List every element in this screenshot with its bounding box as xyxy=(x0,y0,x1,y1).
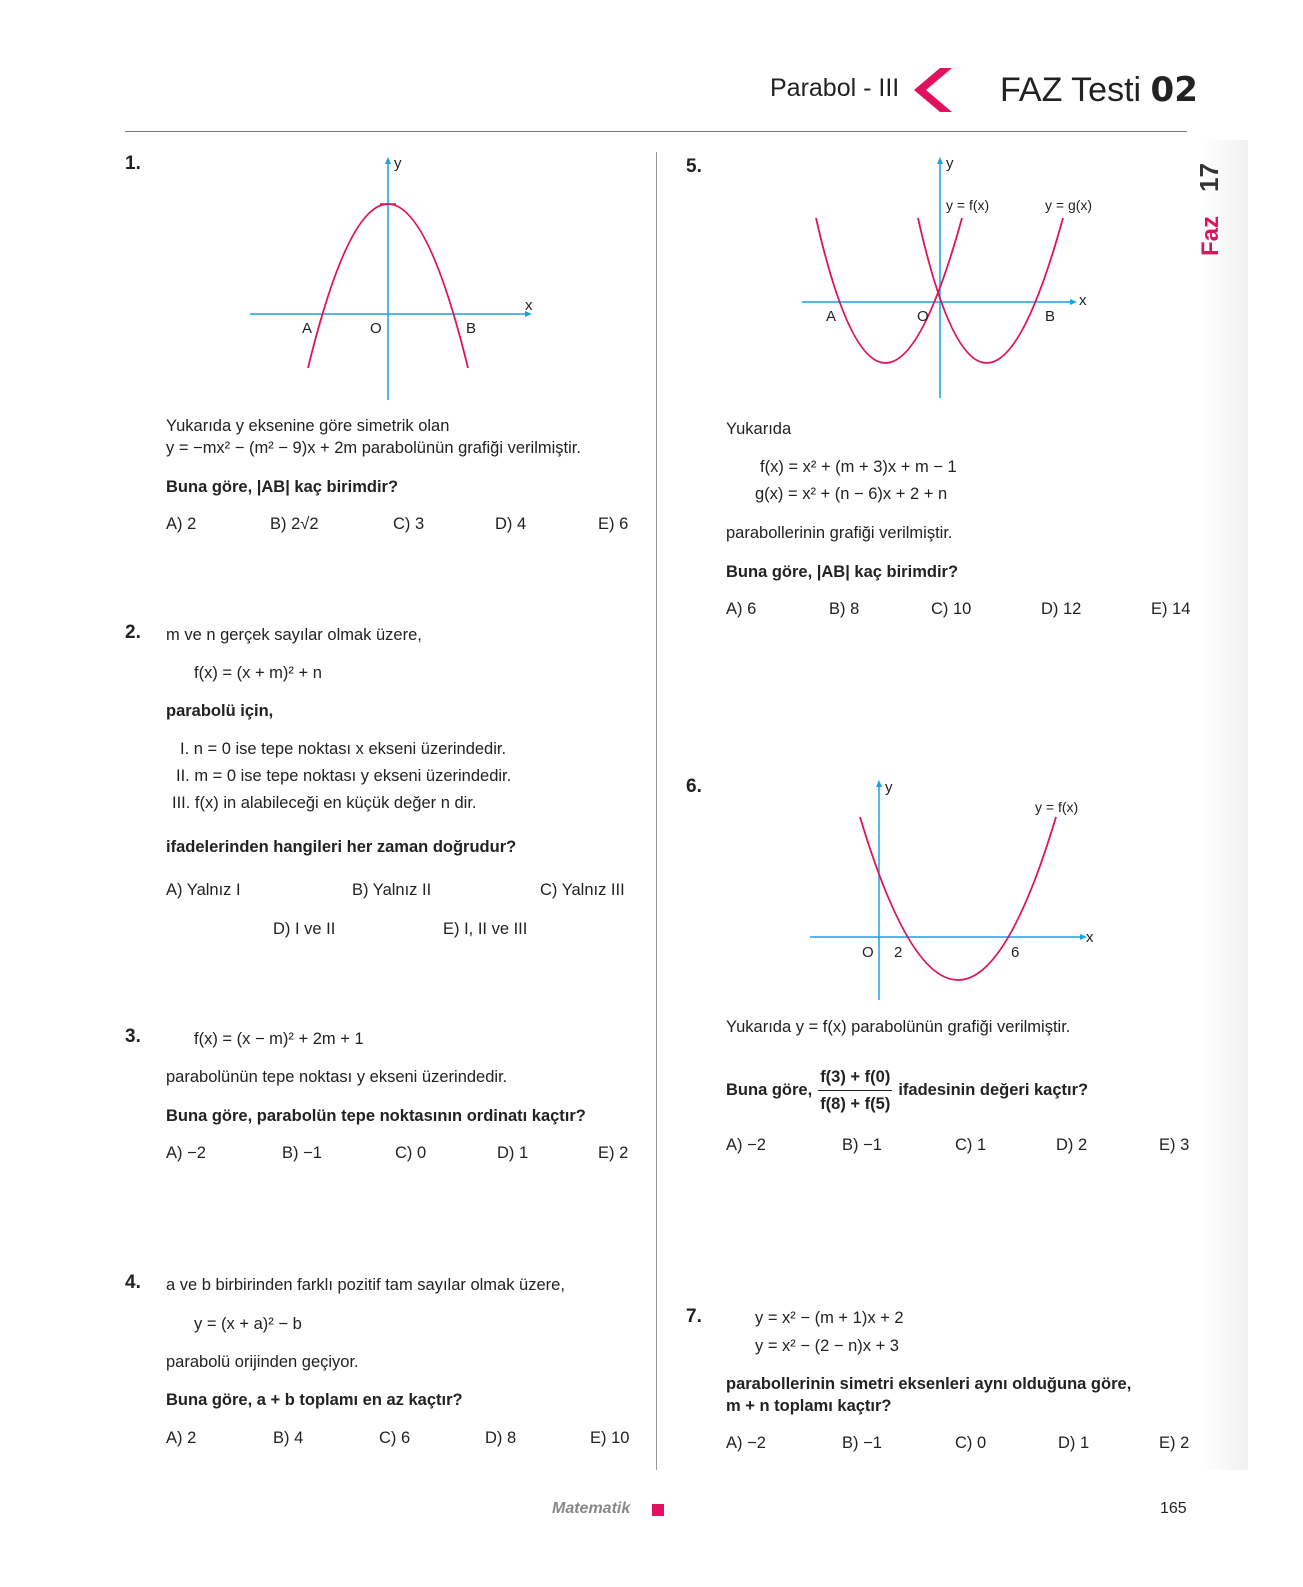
q6-option-e[interactable]: E) 3 xyxy=(1159,1136,1190,1154)
q3-line1: parabolünün tepe noktası y ekseni üzerindedir. xyxy=(166,1068,508,1086)
test-number: 02 xyxy=(1150,70,1198,110)
q4-option-b[interactable]: B) 4 xyxy=(273,1429,304,1447)
q6-question xyxy=(726,1066,1088,1115)
q6-origin: O xyxy=(862,944,874,961)
q1-point-b: B xyxy=(466,320,477,337)
q3-number: 3. xyxy=(125,1026,141,1047)
q5-y-label: y xyxy=(946,155,954,172)
q7-formula2: y = x² − (2 − n)x + 3 xyxy=(755,1337,899,1355)
q6-line1: Yukarıda y = f(x) parabolünün grafiği verilmiştir. xyxy=(726,1018,1071,1036)
q6-f-label: y = f(x) xyxy=(1035,799,1079,815)
chevron-shape xyxy=(914,68,952,112)
header-rule xyxy=(125,131,1187,132)
q6-fraction xyxy=(818,1066,892,1115)
q6-y-arrow xyxy=(876,780,882,787)
q7-option-a[interactable]: A) −2 xyxy=(726,1434,766,1452)
q7-option-b[interactable]: B) −1 xyxy=(842,1434,882,1452)
q1-graph xyxy=(240,152,540,402)
q1-line2: y = −mx² − (m² − 9)x + 2m parabolünün grafiği verilmiştir. xyxy=(166,439,581,457)
page-number: 165 xyxy=(1160,1500,1187,1517)
q5-option-a[interactable]: A) 6 xyxy=(726,600,757,618)
q5-formula-f: f(x) = x² + (m + 3)x + m − 1 xyxy=(760,458,957,476)
q1-option-c[interactable]: C) 3 xyxy=(393,515,425,533)
q2-option-c[interactable]: C) Yalnız III xyxy=(540,881,625,899)
q2-option-a[interactable]: A) Yalnız I xyxy=(166,881,241,899)
side-tab-number: 17 xyxy=(1194,163,1224,192)
q7-question1: parabollerinin simetri eksenleri aynı olduğuna göre, xyxy=(726,1375,1132,1393)
q4-option-c[interactable]: C) 6 xyxy=(379,1429,411,1447)
q2-option-b[interactable]: B) Yalnız II xyxy=(352,881,432,899)
q5-f-label: y = f(x) xyxy=(946,197,990,213)
q3-option-d[interactable]: D) 1 xyxy=(497,1144,529,1162)
q2-item-2: II. m = 0 ise tepe noktası y ekseni üzerindedir. xyxy=(176,767,512,785)
q7-number: 7. xyxy=(686,1306,702,1327)
q4-option-a[interactable]: A) 2 xyxy=(166,1429,197,1447)
side-tab-label: Faz xyxy=(1197,215,1224,256)
q5-question: Buna göre, |AB| kaç birimdir? xyxy=(726,563,959,581)
q4-number: 4. xyxy=(125,1272,141,1293)
q5-formula-g: g(x) = x² + (n − 6)x + 2 + n xyxy=(755,485,948,503)
q4-formula: y = (x + a)² − b xyxy=(194,1315,302,1333)
q2-item-1: I. n = 0 ise tepe noktası x ekseni üzerindedir. xyxy=(180,740,507,758)
side-band xyxy=(1200,140,1248,1470)
q5-g-label: y = g(x) xyxy=(1045,197,1093,213)
q1-question: Buna göre, |AB| kaç birimdir? xyxy=(166,478,399,496)
q6-parabola xyxy=(860,817,1056,980)
q7-formula1: y = x² − (m + 1)x + 2 xyxy=(755,1309,904,1327)
q1-line1: Yukarıda y eksenine göre simetrik olan xyxy=(166,417,450,435)
q6-y-label: y xyxy=(885,779,893,796)
footer-square-icon xyxy=(652,1504,664,1516)
q6-option-c[interactable]: C) 1 xyxy=(955,1136,987,1154)
q4-intro: a ve b birbirinden farklı pozitif tam sayılar olmak üzere, xyxy=(166,1276,565,1294)
q3-option-c[interactable]: C) 0 xyxy=(395,1144,427,1162)
q5-y-arrow xyxy=(937,157,943,164)
q7-option-c[interactable]: C) 0 xyxy=(955,1434,987,1452)
test-title xyxy=(1000,70,1198,110)
q5-point-b: B xyxy=(1045,308,1056,325)
q6-tick-2: 2 xyxy=(894,944,903,961)
q5-option-c[interactable]: C) 10 xyxy=(931,600,972,618)
q5-option-d[interactable]: D) 12 xyxy=(1041,600,1082,618)
footer-subject: Matematik xyxy=(552,1500,631,1517)
q5-x-arrow xyxy=(1070,299,1077,305)
chevron-left-icon xyxy=(904,66,952,114)
q1-number: 1. xyxy=(125,153,141,174)
q6-option-a[interactable]: A) −2 xyxy=(726,1136,766,1154)
q1-option-a[interactable]: A) 2 xyxy=(166,515,197,533)
q3-option-e[interactable]: E) 2 xyxy=(598,1144,629,1162)
q6-denominator: f(8) + f(5) xyxy=(820,1095,891,1113)
q3-formula: f(x) = (x − m)² + 2m + 1 xyxy=(194,1030,364,1048)
q6-numerator: f(3) + f(0) xyxy=(818,1066,892,1091)
q5-x-label: x xyxy=(1079,292,1087,309)
q2-intro: m ve n gerçek sayılar olmak üzere, xyxy=(166,626,422,644)
q5-option-e[interactable]: E) 14 xyxy=(1151,600,1191,618)
q1-option-b[interactable]: B) 2√2 xyxy=(270,515,319,533)
q6-option-b[interactable]: B) −1 xyxy=(842,1136,882,1154)
column-divider xyxy=(656,152,657,1470)
q2-option-d[interactable]: D) I ve II xyxy=(273,920,336,938)
q7-option-e[interactable]: E) 2 xyxy=(1159,1434,1190,1452)
q2-formula: f(x) = (x + m)² + n xyxy=(194,664,322,682)
q2-question: ifadelerinden hangileri her zaman doğrudur? xyxy=(166,838,517,856)
q1-y-arrow xyxy=(385,157,391,164)
side-tab xyxy=(1194,152,1238,262)
q5-line1: parabollerinin grafiği verilmiştir. xyxy=(726,524,953,542)
q2-item-3: III. f(x) in alabileceği en küçük değer n dir. xyxy=(172,794,477,812)
q6-x-label: x xyxy=(1086,929,1094,946)
q2-number: 2. xyxy=(125,622,141,643)
q6-question-suffix: ifadesinin değeri kaçtır? xyxy=(898,1080,1089,1099)
q4-option-d[interactable]: D) 8 xyxy=(485,1429,517,1447)
q2-option-e[interactable]: E) I, II ve III xyxy=(443,920,528,938)
q2-lead: parabolü için, xyxy=(166,702,274,720)
q6-option-d[interactable]: D) 2 xyxy=(1056,1136,1088,1154)
q6-tick-6: 6 xyxy=(1011,944,1020,961)
q5-point-a: A xyxy=(826,308,837,325)
q6-question-prefix: Buna göre, xyxy=(726,1080,813,1099)
q1-origin: O xyxy=(370,320,382,337)
test-prefix: FAZ Testi xyxy=(1000,71,1151,109)
q5-number: 5. xyxy=(686,156,702,177)
q4-line1: parabolü orijinden geçiyor. xyxy=(166,1353,359,1371)
q1-point-a: A xyxy=(302,320,313,337)
q5-graph xyxy=(800,152,1100,402)
q7-option-d[interactable]: D) 1 xyxy=(1058,1434,1090,1452)
q5-origin: O xyxy=(917,308,929,325)
q1-option-e[interactable]: E) 6 xyxy=(598,515,629,533)
q7-question2: m + n toplamı kaçtır? xyxy=(726,1397,892,1415)
q1-y-label: y xyxy=(394,155,402,172)
q3-question: Buna göre, parabolün tepe noktasının ordinatı kaçtır? xyxy=(166,1107,586,1125)
q1-option-d[interactable]: D) 4 xyxy=(495,515,527,533)
q5-option-b[interactable]: B) 8 xyxy=(829,600,860,618)
q4-question: Buna göre, a + b toplamı en az kaçtır? xyxy=(166,1391,463,1409)
q4-option-e[interactable]: E) 10 xyxy=(590,1429,630,1447)
header-topic: Parabol - III xyxy=(770,74,900,102)
q5-intro: Yukarıda xyxy=(726,420,792,438)
q3-option-b[interactable]: B) −1 xyxy=(282,1144,322,1162)
q6-number: 6. xyxy=(686,776,702,797)
q3-option-a[interactable]: A) −2 xyxy=(166,1144,206,1162)
q6-graph xyxy=(805,775,1105,1005)
q1-x-label: x xyxy=(525,297,533,314)
